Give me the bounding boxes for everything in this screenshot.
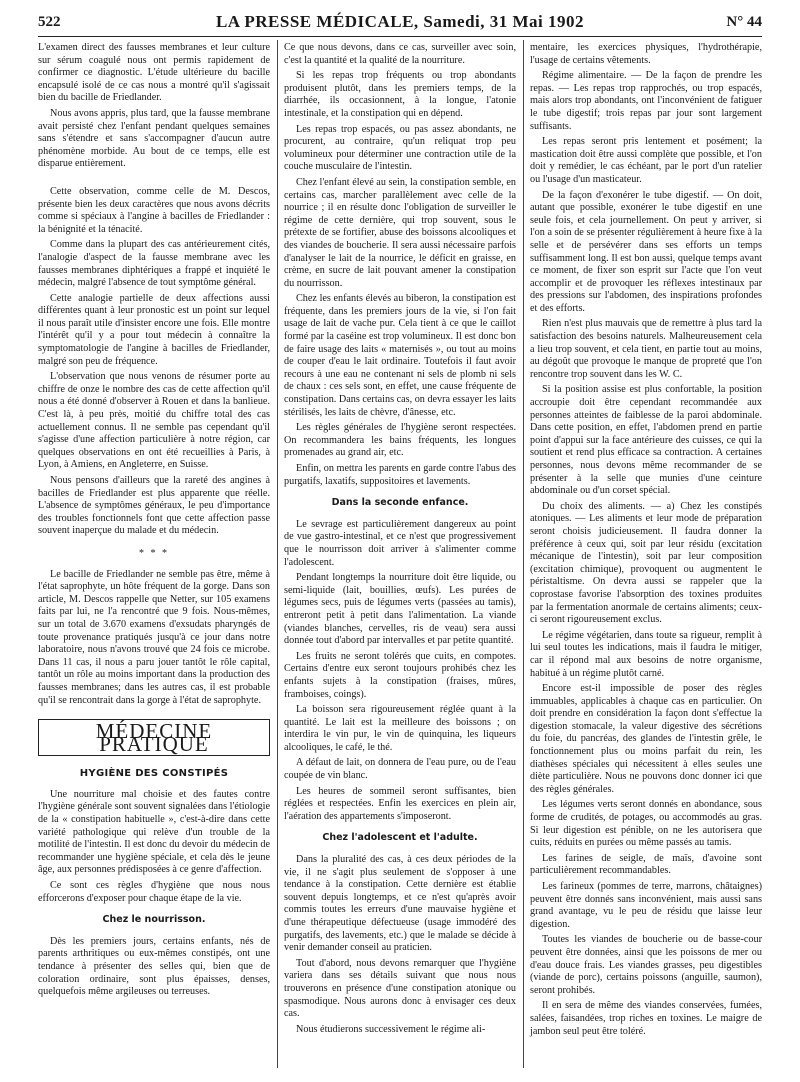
paragraph: Pendant longtemps la nourriture doit être liquide, ou semi-liquide (lait, bouillies, œufs). Les purées de légumes secs, puis de légumes verts (passées au tamis), entreront petit à petit dans l'alimentation. La viande (viandes blanches, cervelles, ris de veau) sera aussi donnée tout d'abord par intervalles et par petite quantité. (284, 572, 516, 647)
paragraph: Tout d'abord, nous devons remarquer que l'hygiène variera dans ses détails suivant que nous nous trouverons en présence d'une constipation atonique ou spasmodique. Nous aurons donc à envisager ces deux cas. (284, 957, 516, 1020)
paragraph: L'observation que nous venons de résumer porte au chiffre de onze le nombre des cas de cette affection qu'il nous a été donné d'observer à Rouen et dans la banlieue. C'est là, à peu près, moitié du chiffre total des cas actuellement connus. Il ne semble pas cependant qu'il s'agisse d'une affection particulière à notre région, car quelques observations en ont été recueillies à Paris, à Lyon, à Amiens, en Angleterre, en Suisse. (38, 371, 270, 471)
paragraph: Comme dans la plupart des cas antérieurement cités, l'analogie d'aspect de la fausse membrane avec les fausses membranes diphtériques a frappé et inquiété le médecin, malgré l'absence de tout symptôme général. (38, 239, 270, 289)
paragraph: Chez les enfants élevés au biberon, la constipation est fréquente, dans les premiers jours de la vie, si l'on fait usage de lait de vache pur. Cela tient à ce que le caillot formé par la caséine est trop volumineux. Il est donc bon de faire usage des laits « maternisés », ou tout au moins de couper d'eau le lait ordinaire. Toutefois il faut avoir recours à une eau ne contenant ni sels de plomb ni sels de chaux : ces sels sont, en effet, une cause fréquente de constipation. Dans certains cas, on devra essayer les laits stérilisés, les laits de chèvre, d'ânesse, etc. (284, 293, 516, 418)
paragraph: L'examen direct des fausses membranes et leur culture sur sérum coagulé nous ont permis rapidement de confirmer ce diagnostic. L'étude ultérieure du bacille encapsulé isolé de ce cas nous a montré qu'il s'agissait bien du bacille de Friedlander. (38, 42, 270, 104)
paragraph: Les repas seront pris lentement et posément; la mastication doit être aussi complète que possible, et l'on doit y remédier, le cas échéant, par le port d'un ratelier ou l'usage d'un masticateur. (530, 136, 762, 185)
paragraph: De la façon d'exonérer le tube digestif. — On doit, autant que possible, exonérer le tube digestif en une seule fois, et cela journellement. On peut y arriver, si l'on a soin de se présenter régulièrement à heure fixe à la selle et de persévérer dans ses efforts un temps suffisamment long. Il est bon aussi, quelque temps avant ce moment, de fixer son esprit sur l'acte que l'on veut accomplir et de provoquer les réflexes intestinaux par des pressions sur l'abdomen, des inspirations profondes et des efforts. (530, 189, 762, 314)
paragraph: Il en sera de même des viandes conservées, fumées, salées, faisandées, trop riches en toxines. Le maigre de jambon seul peut être toléré. (530, 1000, 762, 1037)
paragraph: Ce sont ces règles d'hygiène que nous nous efforcerons d'exposer pour chaque étape de la vie. (38, 880, 270, 904)
paragraph: Le sevrage est particulièrement dangereux au point de vue gastro-intestinal, et ce n'est que progressivement que le nourrisson doit arriver à s'alimenter comme l'adolescent. (284, 518, 516, 568)
page-header (38, 12, 762, 36)
subheading: Dans la seconde enfance. (331, 497, 469, 509)
page-number: 522 (38, 14, 61, 30)
paragraph: Du choix des aliments. — a) Chez les constipés atoniques. — Les aliments et leur mode de préparation seront choisis judicieusement. Il faudra donner la préférence à ceux qui, soit par leur résidu (excitation mécanique de l'intestin), soit par leur composition (excitation chimique), provoquent ou augmentent le péristaltisme. On devra aussi se rappeler que la coprostase favorise l'absorption des toxines produites par la fermentation anormale de certains aliments; ceux-ci seront rigoureusement exclus. (530, 500, 762, 626)
paragraph: Les farineux (pommes de terre, marrons, châtaignes) peuvent être donnés sans inconvénient, mais aussi sans grand avantage, vu le peu de résidu que laisse leur digestion. (530, 881, 762, 930)
column-2 (284, 42, 516, 1039)
paragraph: Les légumes verts seront donnés en abondance, sous forme de crudités, de potages, ou accommodés au gras. Si leur digestion est pénible, on ne les autorisera que cuits, réduits en purées ou même passés au tamis. (530, 799, 762, 849)
paragraph: Nous étudierons successivement le régime ali- (296, 1023, 486, 1035)
paragraph: Les règles générales de l'hygiène seront respectées. On recommandera les bains fréquents, les longues promenades au grand air, etc. (284, 422, 516, 459)
paragraph: Nous pensons d'ailleurs que la rareté des angines à bacilles de Friedlander est plus apparente que réelle. L'absence de symptômes généraux, le peu d'importance des troubles fonctionnels font que cette affection passe souvent inaperçue du malade et du médecin. (38, 475, 270, 537)
paragraph: Une nourriture mal choisie et des fautes contre l'hygiène générale sont souvent signalées dans l'étiologie de la « constipation habituelle », c'est-à-dire dans cette variété pathologique qui relève d'un trouble de la motilité de l'intestin. Il est donc du devoir du médecin de recommander une hygiène spéciale, et cela dès le jeune âge, aux personnes prédisposées à ce genre d'affection. (38, 788, 270, 876)
section-stars: * * * (139, 547, 169, 559)
paragraph: Les heures de sommeil seront suffisantes, bien réglées et respectées. Enfin les exercices en plein air, l'aération des appartements s'imposeront. (284, 785, 516, 822)
paragraph: Le régime végétarien, dans toute sa rigueur, remplit à lui seul toutes les indications, mais il faudra le mitiger, car il répond mal aux besoins de notre organisme, habitué à un régime plutôt carné. (530, 629, 762, 679)
paragraph: Si la position assise est plus confortable, la position accroupie doit être cependant recommandée aux personnes atteintes de faiblesse de la paroi abdominale. Dans cette position, en effet, l'abdomen prend en partie point d'appui sur la face antérieure des cuisses, ce qui la soutient et rend plus efficace sa contraction. A certaines personnes, nous devons même recommander de se présenter à la selle que munies d'une ceinture abdominale ou d'un corset spécial. (530, 384, 762, 497)
paragraph: Chez l'enfant élevé au sein, la constipation semble, en certains cas, marcher parallèlement avec celle de la nourrice ; il en résulte donc l'obligation de surveiller le régime de cette dernière, qui trop souvent, sous le prétexte de se fortifier, abuse des boissons alcooliques et des viandes de boucherie. Il sera aussi nécessaire parfois d'analyser le lait de la nourrice, le déficit en graisse, en crème, en sucre de lait pouvant amener la constipation du nourrisson. (284, 176, 516, 289)
paragraph: Les fruits ne seront tolérés que cuits, en compotes. Certains d'entre eux seront toujours prohibés chez les enfants sujets à la constipation (fraises, mûres, framboises, coings). (284, 650, 516, 700)
paragraph: Encore est-il impossible de poser des règles immuables, applicables à chaque cas en particulier. On doit prendre en considération la façon dont s'effectue la digestion stomacale, la valeur digestive des sécrétions du foie, du pancréas, des glandes de l'intestin grêle, le fonctionnement plus ou moins parfait du rein, les diathèses spéciales qui nécessitent à elles seules une diète particulière. Nous ne pouvons donc donner ici que des règles générales. (530, 683, 762, 795)
paragraph: Enfin, on mettra les parents en garde contre l'abus des purgatifs, laxatifs, suppositoires et lavements. (284, 463, 516, 487)
paragraph: mentaire, les exercices physiques, l'hydrothérapie, l'usage de certains vêtements. (530, 42, 762, 66)
section-heading-box: MÉDECINE PRATIQUE (38, 719, 270, 756)
paragraph: Régime alimentaire. — De la façon de prendre les repas. — Les repas trop rapprochés, ou trop espacés, mais alors trop abondants, ont l'inconvénient de fatiguer le tube digestif; trois repas par jour sont largement suffisants. (530, 70, 762, 132)
paragraph: Rien n'est plus mauvais que de remettre à plus tard la satisfaction des besoins naturels. Malheureusement cela a lieu trop souvent, et cela tient, en partie tout au moins, au dégoût que provoque le manque de propreté que l'on rencontre trop souvent dans les W. C. (530, 318, 762, 380)
article-title: HYGIÈNE DES CONSTIPÉS (79, 768, 229, 780)
paragraph: Dans la pluralité des cas, à ces deux périodes de la vie, il ne s'agit plus seulement de s'opposer à une tendance à la constipation. Cette dernière est établie souvent depuis longtemps, et ce n'est qu'après avoir commis toutes les erreurs d'une mauvaise hygiène et d'une thérapeutique défectueuse (usage immodéré des purgatifs, des lavements, etc.) que le malade se décide à venir demander conseil au praticien. (284, 854, 516, 954)
subheading: Chez l'adolescent et l'adulte. (322, 832, 478, 844)
paragraph: Dès les premiers jours, certains enfants, nés de parents arthritiques ou eux-mêmes constipés, ont une tendance à présenter des selles qui, bien que de coloration ordinaire, sont plus épaisses, denses, quelquefois même argileuses ou terreuses. (38, 935, 270, 998)
paragraph: A défaut de lait, on donnera de l'eau pure, ou de l'eau coupée de vin blanc. (284, 757, 516, 782)
column-separator (523, 40, 524, 1068)
paragraph: Nous avons appris, plus tard, que la fausse membrane avait persisté chez l'enfant pendant quelques semaines sans s'étendre et sans s'accompagner d'aucun autre phénomène morbide. Au bout de ce temps, elle est disparue entièrement. (38, 107, 270, 170)
journal-title: LA PRESSE MÉDICALE, Samedi, 31 Mai 1902 (215, 12, 585, 31)
paragraph: Les farines de seigle, de maïs, d'avoine sont particulièrement recommandables. (530, 852, 762, 877)
subheading: Chez le nourrisson. (102, 914, 206, 926)
column-1 (38, 42, 270, 1002)
paragraph: Toutes les viandes de boucherie ou de basse-cour peuvent être données, ainsi que les poissons de mer ou d'eau douce frais. Les viandes grasses, peu digestibles (viande de porc), certains poissons (anguille, saumon), seront prohibés. (530, 934, 762, 996)
paragraph: La boisson sera rigoureusement réglée quant à la quantité. Le lait est la meilleure des boissons ; on interdira le vin pur, le vin de quinquina, les liqueurs alcooliques, le café, le thé. (284, 704, 516, 753)
paragraph: Cette analogie partielle de deux affections aussi différentes quant à leur pronostic est un point sur lequel il nous paraît utile d'insister encore une fois. Elle montre l'intérêt qu'il y a pour tout médecin à connaître la symptomatologie de l'angine à bacilles de Friedlander, malgré son peu de fréquence. (38, 292, 270, 367)
paragraph: Les repas trop espacés, ou pas assez abondants, ne procurent, au contraire, qu'un reliquat trop peu volumineux pour déterminer une contraction utile de la couche musculaire de l'intestin. (284, 123, 516, 173)
paragraph: Le bacille de Friedlander ne semble pas être, même à l'état saprophyte, un hôte fréquent de la gorge. Dans son article, M. Descos rappelle que Netter, sur 105 examens faits par lui, ne l'a rencontré que 9 fois. Nous-mêmes, sur un total de 3.670 examens d'exsudats pharyngés de toute provenance pratiqués jusqu'à ce jour dans notre laboratoire, nous n'avons trouvé que 24 fois ce microbe. Dans 11 cas, il nous a paru jouer tantôt le rôle capital, tantôt un rôle au moins important dans la production des fausses membranes; dans les autres cas, il est probable qu'il se rencontrait dans la gorge à l'état de saprophyte. (38, 568, 270, 706)
column-separator (277, 40, 278, 1068)
column-3 (530, 42, 762, 1041)
paragraph: Cette observation, comme celle de M. Descos, présente bien les deux caractères que nous avons décrits comme si spéciaux à l'angine à bacilles de Friedlander : la bénignité et la ténacité. (38, 185, 270, 235)
paragraph: Si les repas trop fréquents ou trop abondants produisent plutôt, dans les premiers temps, de la diarrhée, ils occasionnent, à la longue, l'atonie intestinale, et la constipation qui en dépend. (284, 70, 516, 119)
issue-number: N° 44 (726, 14, 762, 30)
header-rule (38, 36, 762, 37)
paragraph: Ce que nous devons, dans ce cas, surveiller avec soin, c'est la quantité et la qualité de la nourriture. (284, 42, 516, 66)
